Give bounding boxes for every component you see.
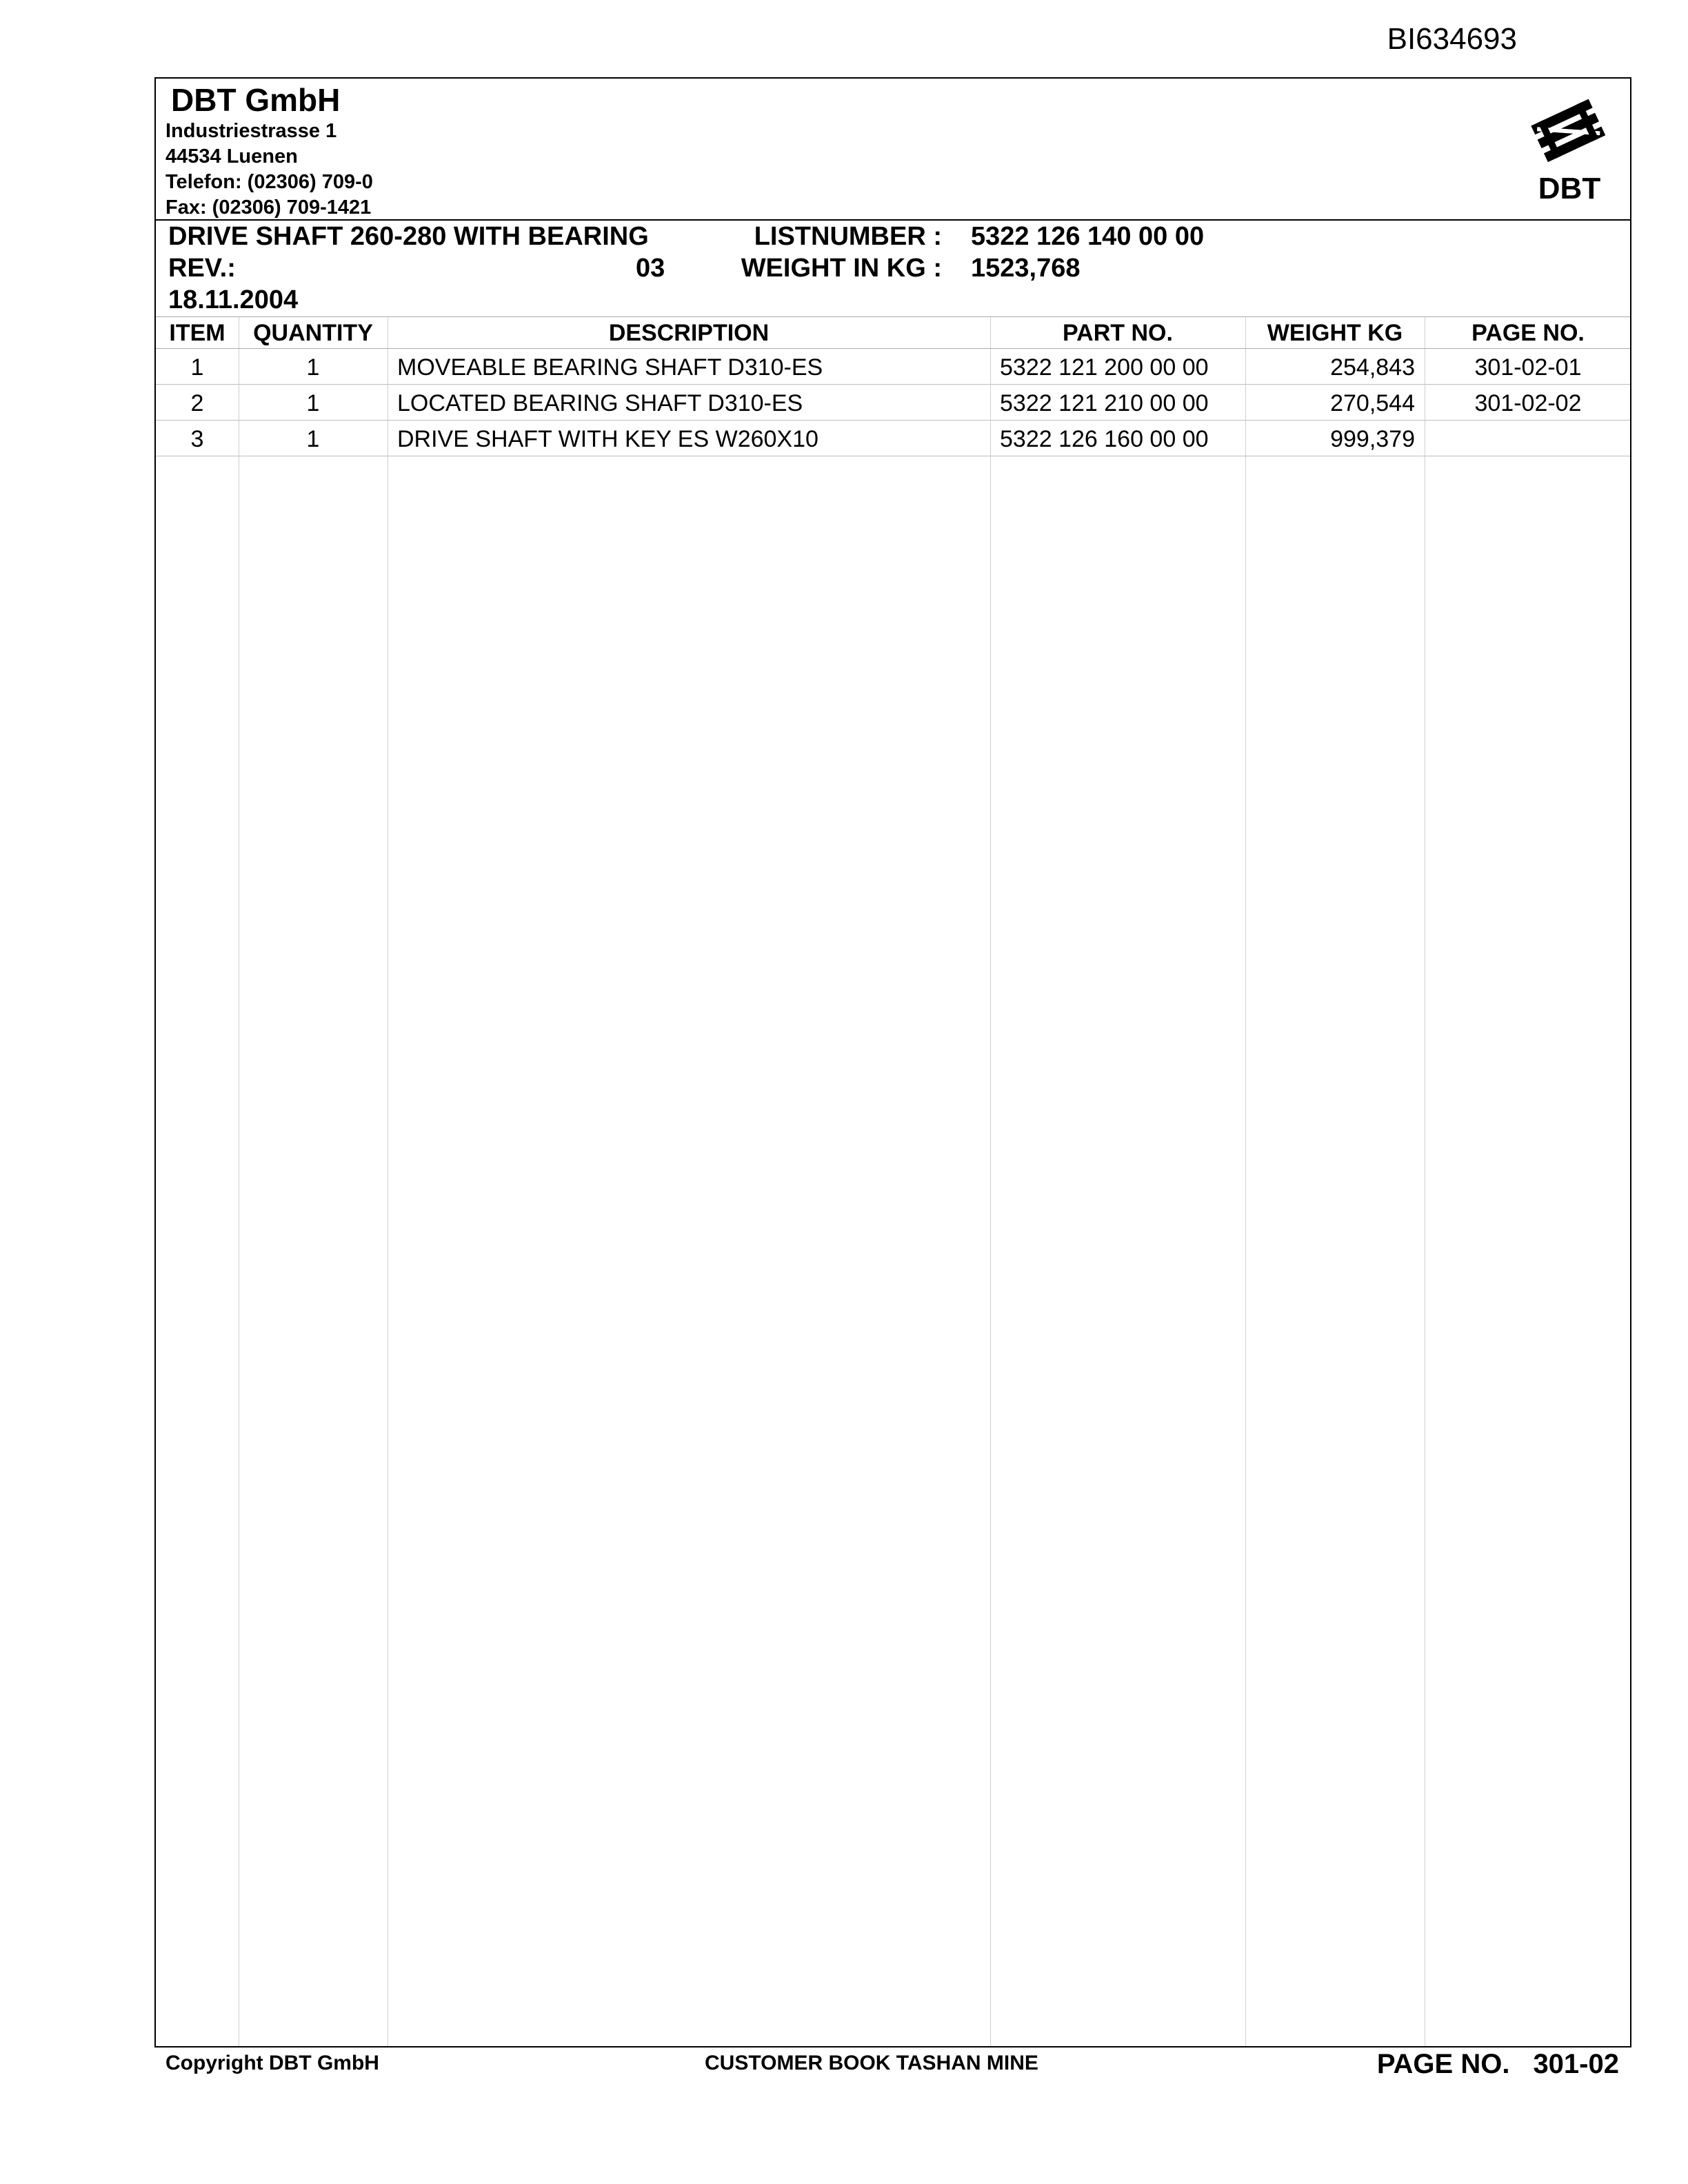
assembly-info [156,221,1630,317]
cell-page-no [1425,421,1631,456]
cell-page-no[interactable]: 301-02-01 [1474,354,1582,381]
revision-date: 18.11.2004 [168,285,299,314]
cell-item: 3 [190,426,204,452]
cell-description: MOVEABLE BEARING SHAFT D310-ES [397,354,823,381]
revision-value: 03 [636,254,665,283]
listnumber-value: 5322 126 140 00 00 [971,222,1205,251]
company-city: 44534 Luenen [165,145,298,168]
cell-part-no: 5322 121 200 00 00 [1000,354,1209,381]
company-street: Industriestrasse 1 [165,120,337,142]
logo-text: DBT [1538,172,1601,205]
cell-part-no: 5322 121 210 00 00 [1000,390,1209,416]
table-row [156,421,1630,456]
company-header [156,79,1630,221]
header-item: ITEM [169,320,225,346]
cell-weight: 270,544 [1330,390,1415,416]
cell-weight: 254,843 [1330,354,1415,381]
header-description: DESCRIPTION [608,320,770,346]
page-number [1377,2049,1619,2080]
header-part-no: PART NO. [1063,320,1173,346]
weight-value: 1523,768 [971,254,1081,283]
parts-table-header [156,317,1630,349]
parts-list-frame [154,77,1631,2048]
cell-description: DRIVE SHAFT WITH KEY ES W260X10 [397,426,818,452]
copyright-notice: Copyright DBT GmbH [165,2052,379,2074]
cell-description: LOCATED BEARING SHAFT D310-ES [397,390,803,416]
page-number-label: PAGE NO. [1376,2049,1510,2079]
cell-weight: 999,379 [1330,426,1415,452]
listnumber-label: LISTNUMBER : [754,222,942,251]
company-name: DBT GmbH [171,82,341,118]
cell-page-no[interactable]: 301-02-02 [1474,390,1582,416]
customer-book-title: CUSTOMER BOOK TASHAN MINE [705,2052,1038,2074]
cell-quantity: 1 [306,426,320,452]
page-number-value: 301-02 [1533,2049,1619,2079]
revision-label: REV.: [168,254,236,283]
header-quantity: QUANTITY [253,320,373,346]
cell-item: 2 [190,390,204,416]
column-divider [1245,317,1246,2046]
column-divider [990,317,991,2046]
cell-item: 1 [190,354,204,381]
header-page-no: PAGE NO. [1471,320,1585,346]
dbt-logo-icon [1528,95,1611,205]
document-id: BI634693 [1387,22,1517,56]
header-weight-kg: WEIGHT KG [1267,320,1403,346]
company-phone: Telefon: (02306) 709-0 [165,171,373,193]
table-row [156,385,1630,421]
cell-quantity: 1 [306,354,320,381]
table-row [156,349,1630,385]
cell-part-no: 5322 126 160 00 00 [1000,426,1209,452]
company-fax: Fax: (02306) 709-1421 [165,196,372,219]
weight-label: WEIGHT IN KG : [741,254,942,283]
cell-quantity: 1 [306,390,320,416]
assembly-title: DRIVE SHAFT 260-280 WITH BEARING [168,222,649,251]
